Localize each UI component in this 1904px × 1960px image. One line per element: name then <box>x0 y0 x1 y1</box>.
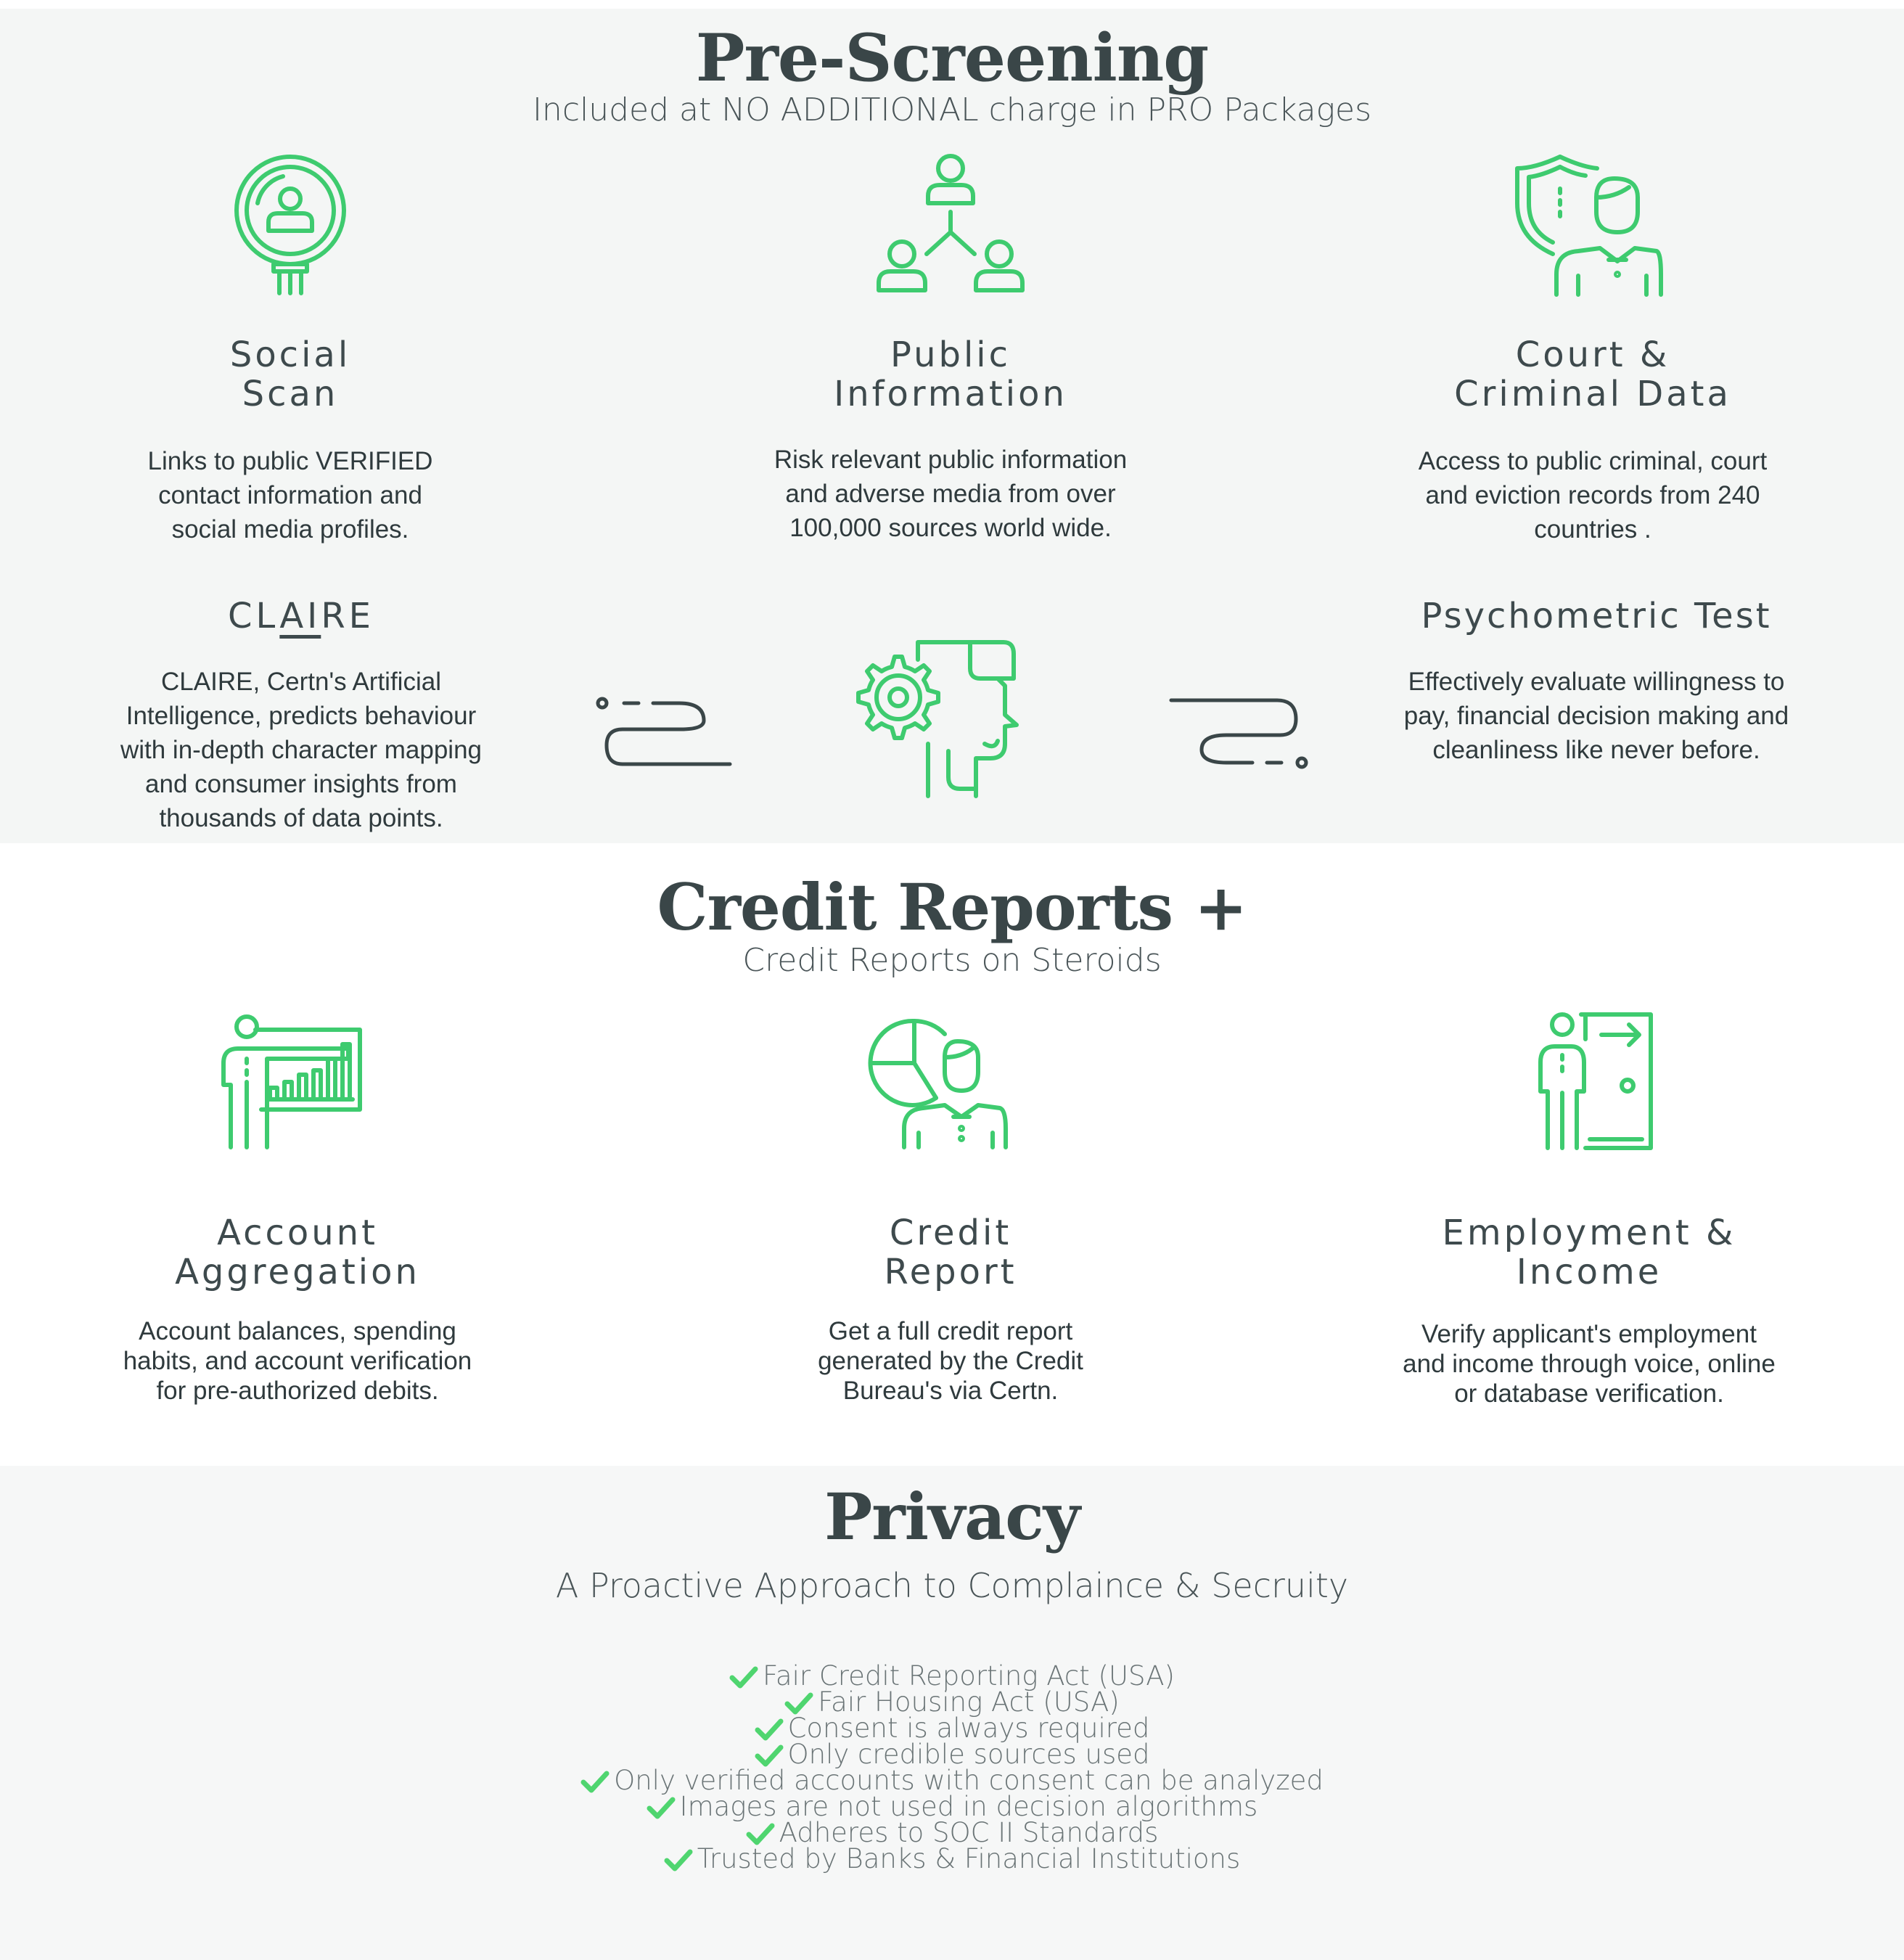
account-aggregation-title: Account Aggregation <box>175 1213 420 1292</box>
pre-screening-subtitle: Included at NO ADDITIONAL charge in PRO Packages <box>532 91 1372 128</box>
court-criminal-title: Court & Criminal Data <box>1454 335 1731 414</box>
checklist-item <box>0 1791 1904 1822</box>
checklist-item-text: Only verified accounts with consent can be analyzed <box>614 1765 1324 1796</box>
checkmark-icon <box>729 1666 758 1689</box>
psychometric-title: Psychometric Test <box>1421 596 1772 636</box>
pre-screening-title: Pre-Screening <box>695 20 1209 97</box>
credit-report-title: Credit Report <box>884 1213 1017 1292</box>
checkmark-icon <box>755 1744 784 1768</box>
checkmark-icon <box>746 1823 775 1846</box>
court-criminal-description: Access to public criminal, court and eviction records from 240 countries . <box>1418 447 1768 544</box>
claire-title <box>160 596 443 636</box>
person-door-icon <box>1535 1009 1658 1154</box>
checklist-item <box>0 1715 1904 1742</box>
social-scan-title: Social Scan <box>229 335 351 414</box>
checklist-item-text: Images are not used in decision algorithms <box>679 1791 1258 1822</box>
squiggle-right-icon <box>1168 693 1313 773</box>
privacy-subtitle: A Proactive Approach to Complaince & Secruity <box>555 1566 1349 1605</box>
checklist-item-text: Consent is always required <box>787 1713 1150 1744</box>
claire-title-post: RE <box>321 596 375 636</box>
employment-income-title: Employment & Income <box>1442 1213 1736 1292</box>
public-information-title: Public Information <box>834 335 1067 414</box>
credit-reports-subtitle: Credit Reports on Steroids <box>742 942 1162 979</box>
checklist-item <box>0 1739 1904 1770</box>
checkmark-icon <box>664 1849 693 1872</box>
claire-description: CLAIRE, Certn's Artificial Intelligence, predicts behaviour with in-depth character mapping and consumer insights from thousands of data points. <box>120 668 483 832</box>
checklist-item <box>0 1686 1904 1718</box>
claire-title-pre: CL <box>227 596 280 636</box>
social-scan-description: Links to public VERIFIED contact information and social media profiles. <box>147 447 433 544</box>
account-aggregation-description: Account balances, spending habits, and account verification for pre-authorized debits. <box>123 1317 472 1405</box>
checklist-item-text: Only credible sources used <box>787 1739 1150 1770</box>
magnifier-person-icon <box>229 152 352 298</box>
checklist-item-text: Adheres to SOC II Standards <box>779 1817 1159 1848</box>
claire-title-ai: AI <box>279 596 321 636</box>
public-information-description: Risk relevant public information and adverse media from over 100,000 sources world wide. <box>774 446 1128 542</box>
checklist-item-text: Fair Housing Act (USA) <box>818 1686 1120 1718</box>
employment-income-description: Verify applicant's employment and income through voice, online or database verification. <box>1403 1320 1776 1408</box>
psychometric-description: Effectively evaluate willingness to pay, financial decision making and cleanliness like never before. <box>1403 668 1789 764</box>
checklist-item <box>0 1660 1904 1692</box>
credit-reports-title: Credit Reports + <box>657 869 1247 945</box>
privacy-title: Privacy <box>824 1479 1080 1554</box>
ai-head-gear-icon <box>853 635 1023 805</box>
checklist-item <box>0 1765 1904 1796</box>
checkmark-icon <box>784 1692 813 1715</box>
pie-chart-person-icon <box>863 1012 1016 1150</box>
checklist-item <box>0 1817 1904 1848</box>
checklist-item <box>0 1843 1904 1874</box>
checklist-item-text: Fair Credit Reporting Act (USA) <box>763 1660 1175 1692</box>
network-people-icon <box>874 152 1027 298</box>
credit-report-description: Get a full credit report generated by the Credit Bureau's via Certn. <box>818 1317 1083 1405</box>
privacy-checklist <box>0 1660 1904 1874</box>
presentation-chart-icon <box>218 1012 370 1150</box>
checkmark-icon <box>755 1718 784 1742</box>
squiggle-left-icon <box>594 693 739 773</box>
shield-person-icon <box>1513 152 1665 298</box>
checklist-item-text: Trusted by Banks & Financial Institutions <box>697 1843 1241 1874</box>
checkmark-icon <box>580 1771 610 1794</box>
checkmark-icon <box>647 1797 676 1820</box>
